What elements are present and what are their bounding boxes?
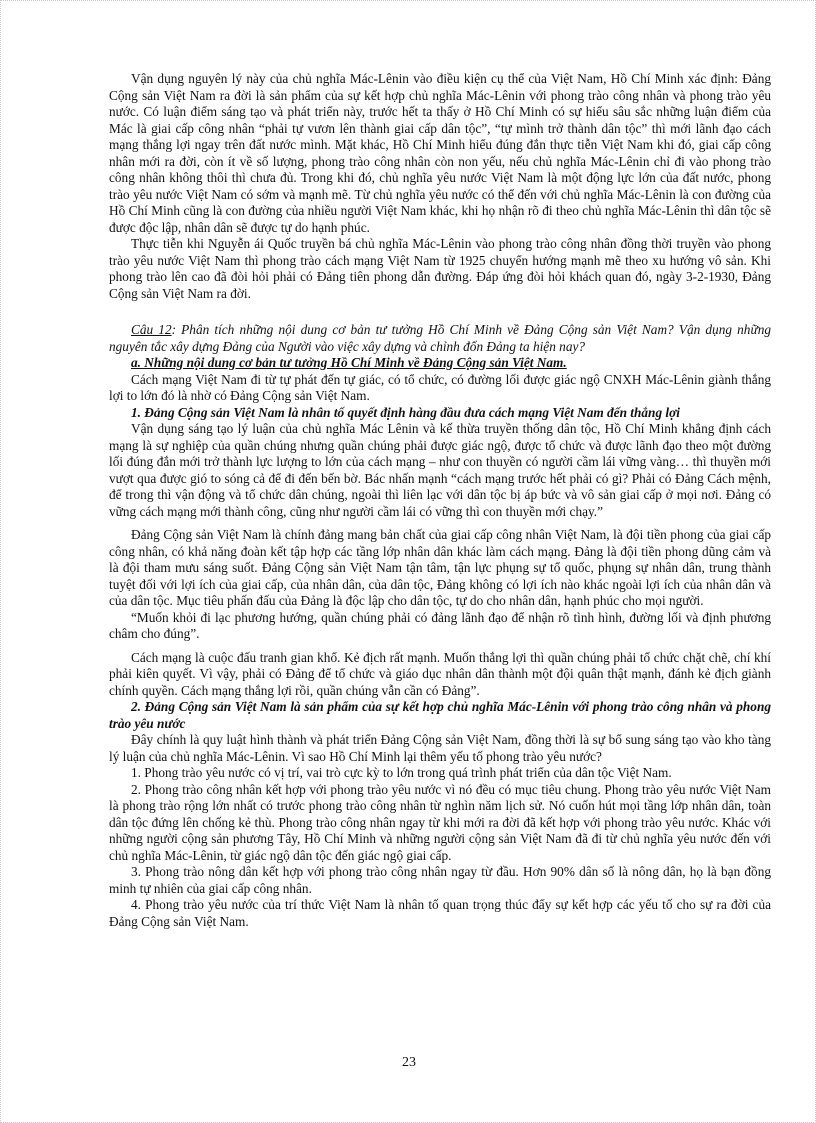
paragraph: Đảng Cộng sản Việt Nam là chính đảng mang bản chất của giai cấp công nhân Việt Nam, là đội tiền phong của giai cấp công nhân, có khả năng đoàn kết tập hợp các tầng lớp nhân dân khác làm cách mạng. Đảng là đội tiền phong dũng cảm và là đội tham mưu sáng suốt. Đảng Cộng sản Việt Nam tận tâm, tận lực phụng sự tổ quốc, phụng sự nhân dân, trung thành tuyệt đối với lợi ích của giai cấp, của nhân dân, của dân tộc, Đảng không có lợi ích nào khác ngoài lợi ích của nhân dân và của dân tộc. Mục tiêu phấn đấu của Đảng là độc lập cho dân tộc, tự do cho nhân dân, hạnh phúc cho mọi người. [109,527,771,608]
list-item: 2. Phong trào công nhân kết hợp với phong trào yêu nước vì nó đều có mục tiêu chung. Phong trào yêu nước Việt Nam là phong trào rộng lớn nhất có trước phong trào công nhân từ nghìn năm lịch sử. Nó cuốn hút mọi tầng lớp nhân dân, toàn dân tộc đứng lên chống kẻ thù. Phong trào công nhân ngay từ khi mới ra đời đã kết hợp với phong trào yêu nước. Khác với những người cộng sản phương Tây, Hồ Chí Minh và những người cộng sản Việt Nam đã đi từ chủ nghĩa yêu nước đến với chủ nghĩa Mác-Lênin, từ giác ngộ dân tộc đến giác ngộ giai cấp. [109,781,771,863]
paragraph: Vận dụng nguyên lý này của chủ nghĩa Mác-Lênin vào điều kiện cụ thể của Việt Nam, Hồ Chí Minh xác định: Đảng Cộng sản Việt Nam ra đời là sản phẩm của sự kết hợp chủ nghĩa Mác-Lênin với phong trào công nhân và phong trào yêu nước. Có luận điểm sáng tạo và phát triển này, trước hết ta thấy ở Hồ Chí Minh có sự hiểu sâu sắc những luận điểm của Mác là giai cấp công nhân “phải tự vươn lên thành giai cấp dân tộc”, “tự mình trở thành dân tộc” thì mới lãnh đạo cách mạng thắng lợi ngay trên đất nước mình. Mặt khác, Hồ Chí Minh hiểu đúng đắn thực tiễn Việt Nam khi đó, giai cấp công nhân mới ra đời, còn ít về số lượng, phong trào công nhân còn non yếu, nếu chủ nghĩa Mác-Lênin chỉ đi vào phong trào công nhân không thôi thì chưa đủ. Trong khi đó, chủ nghĩa yêu nước Việt Nam là một động lực lớn của đất nước, phong trào yêu nước Việt Nam có sớm và mạnh mẽ. Từ chủ nghĩa yêu nước có thể đến với chủ nghĩa Mác-Lênin là con đường của Hồ Chí Minh cũng là con đường của nhiều người Việt Nam khác, khi họ nhận rõ đi theo chủ nghĩa Mác-Lênin thì dân tộc sẽ được độc lập, nhân dân sẽ được tự do hạnh phúc. [109,71,771,235]
question-number: Câu 12 [131,322,172,337]
paragraph: Vận dụng sáng tạo lý luận của chủ nghĩa Mác Lênin và kế thừa truyền thống dân tộc, Hồ Chí Minh khẳng định cách mạng là sự nghiệp của quần chúng nhưng quần chúng phải được giác ngộ, được tổ chức và được lãnh đạo theo một đường lối đúng đắn mới trở thành lực lượng to lớn của cách mạng – như con thuyền có người cầm lái vững vàng… thì thuyền mới vượt qua được gió to sóng cả để đi đến bến bờ. Bác nhấn mạnh “cách mạng trước hết phải có gì? Phải có Đảng Cách mệnh, để trong thì vận động và tổ chức dân chúng, ngoài thì liên lạc với dân tộc bị áp bức và vô sản giai cấp ở mọi nơi. Đảng có vững cách mạng mới thành công, cũng như người cầm lái có vững thì con thuyền mới chạy.” [109,421,771,519]
list-item: 3. Phong trào nông dân kết hợp với phong trào công nhân ngay từ đầu. Hơn 90% dân số là nông dân, họ là bạn đồng minh tự nhiên của giai cấp công nhân. [109,864,771,896]
paragraph: Cách mạng Việt Nam đi từ tự phát đến tự giác, có tổ chức, có đường lối được giác ngộ CNXH Mác-Lênin giành thắng lợi to lớn đó là nhờ có Đảng Cộng sản Việt Nam. [109,371,771,403]
subheading-2: 2. Đảng Cộng sản Việt Nam là sản phẩm của sự kết hợp chủ nghĩa Mác-Lênin với phong trào công nhân và phong trào yêu nước [109,699,771,731]
subheading-1: 1. Đảng Cộng sản Việt Nam là nhân tố quyết định hàng đầu đưa cách mạng Việt Nam đến thắng lợi [131,404,680,420]
page-number: 23 [402,1055,416,1070]
section-a-heading: a. Những nội dung cơ bản tư tưởng Hồ Chí Minh về Đảng Cộng sản Việt Nam. [131,355,567,370]
paragraph: Đây chính là quy luật hình thành và phát triển Đảng Cộng sản Việt Nam, đồng thời là sự bổ sung sáng tạo vào kho tàng lý luận của chủ nghĩa Mác-Lênin. Vì sao Hồ Chí Minh lại thêm yếu tố phong trào yêu nước? [109,732,771,764]
list-item: 1. Phong trào yêu nước có vị trí, vai trò cực kỳ to lớn trong quá trình phát triển của dân tộc Việt Nam. [131,765,672,780]
quote-paragraph: “Muốn khỏi đi lạc phương hướng, quần chúng phải có đảng lãnh đạo để nhận rõ tình hình, đường lối và định phương châm cho đúng”. [109,609,771,641]
list-item: 4. Phong trào yêu nước của trí thức Việt Nam là nhân tố quan trọng thúc đẩy sự kết hợp các yếu tố cho sự ra đời của Đảng Cộng sản Việt Nam. [109,897,771,929]
paragraph: Cách mạng là cuộc đấu tranh gian khổ. Kẻ địch rất mạnh. Muốn thắng lợi thì quần chúng phải tổ chức chặt chẽ, chí khí phải kiên quyết. Vì vậy, phải có Đảng để tổ chức và giáo dục nhân dân thành một đội quân thật mạnh, đánh kẻ địch giành chính quyền. Cách mạng thắng lợi rồi, quần chúng vẫn cần có Đảng”. [109,649,771,698]
page-body [109,71,771,930]
question-text: : Phân tích những nội dung cơ bản tư tưởng Hồ Chí Minh về Đảng Cộng sản Việt Nam? Vận dụng những nguyên tắc xây dựng Đảng của Người vào việc xây dựng và chỉnh đốn Đảng ta hiện nay? [109,322,771,354]
question-heading [109,322,771,355]
paragraph: Thực tiễn khi Nguyễn ái Quốc truyền bá chủ nghĩa Mác-Lênin vào phong trào công nhân đồng thời truyền vào phong trào yêu nước Việt Nam thì phong trào cách mạng Việt Nam từ 1925 chuyển hướng mạnh mẽ theo xu hướng vô sản. Khi phong trào lên cao đã đòi hỏi phải có Đảng tiên phong dẫn đường. Đáp ứng đòi hỏi khách quan đó, ngày 3-2-1930, Đảng Cộng sản Việt Nam ra đời. [109,236,771,301]
